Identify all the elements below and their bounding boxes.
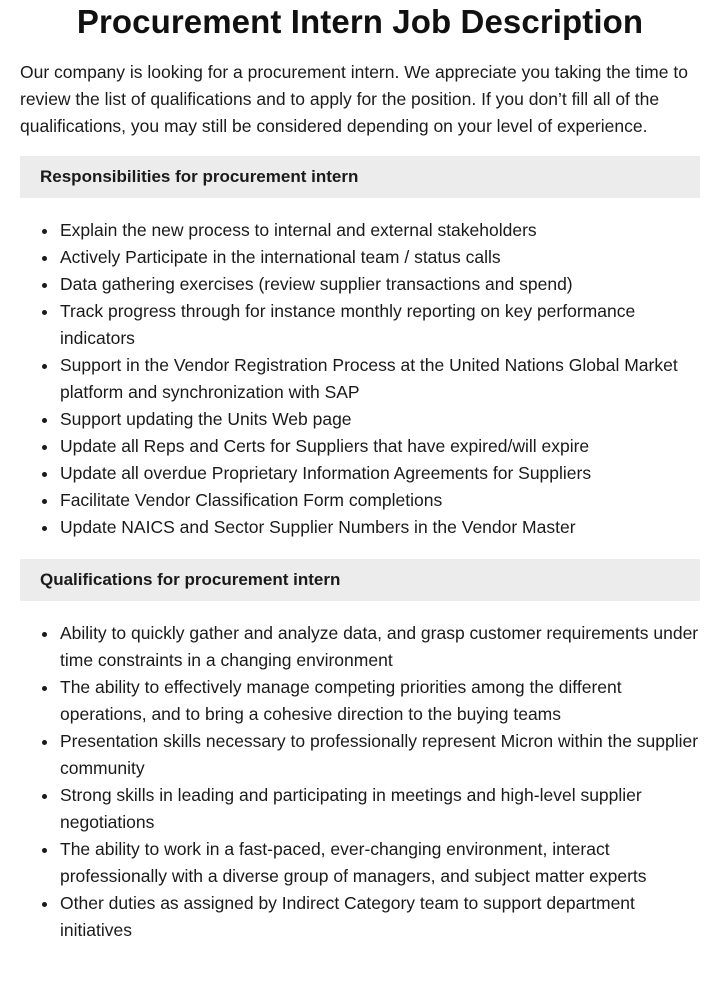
responsibility-item: Update all overdue Proprietary Information Agreements for Suppliers (60, 460, 700, 487)
responsibility-item: Data gathering exercises (review supplier transactions and spend) (60, 271, 700, 298)
responsibility-item: Update all Reps and Certs for Suppliers that have expired/will expire (60, 433, 700, 460)
responsibility-item: Update NAICS and Sector Supplier Numbers in the Vendor Master (60, 514, 700, 541)
responsibility-item: Support in the Vendor Registration Process at the United Nations Global Market platform and synchronization with SAP (60, 352, 700, 406)
qualification-item: Ability to quickly gather and analyze data, and grasp customer requirements under time constraints in a changing environment (60, 620, 700, 674)
responsibility-item: Actively Participate in the international team / status calls (60, 244, 700, 271)
qualification-item: Strong skills in leading and participating in meetings and high-level supplier negotiations (60, 782, 700, 836)
responsibility-item: Track progress through for instance monthly reporting on key performance indicators (60, 298, 700, 352)
qualification-item: Presentation skills necessary to professionally represent Micron within the supplier community (60, 728, 700, 782)
qualifications-heading: Qualifications for procurement intern (20, 559, 700, 601)
qualification-item: Other duties as assigned by Indirect Category team to support department initiatives (60, 890, 700, 944)
responsibilities-heading: Responsibilities for procurement intern (20, 156, 700, 198)
qualification-item: The ability to work in a fast-paced, ever-changing environment, interact professionally with a diverse group of managers, and subject matter experts (60, 836, 700, 890)
qualification-item: The ability to effectively manage competing priorities among the different operations, and to bring a cohesive direction to the buying teams (60, 674, 700, 728)
page-title: Procurement Intern Job Description (76, 3, 644, 40)
responsibilities-list (20, 217, 700, 541)
qualifications-list (20, 620, 700, 944)
intro-paragraph: Our company is looking for a procurement intern. We appreciate you taking the time to review the list of qualifications and to apply for the position. If you don’t fill all of the qualifications, you may still be considered depending on your level of experience. (20, 62, 688, 136)
responsibility-item: Facilitate Vendor Classification Form completions (60, 487, 700, 514)
responsibility-item: Support updating the Units Web page (60, 406, 700, 433)
responsibility-item: Explain the new process to internal and external stakeholders (60, 217, 700, 244)
